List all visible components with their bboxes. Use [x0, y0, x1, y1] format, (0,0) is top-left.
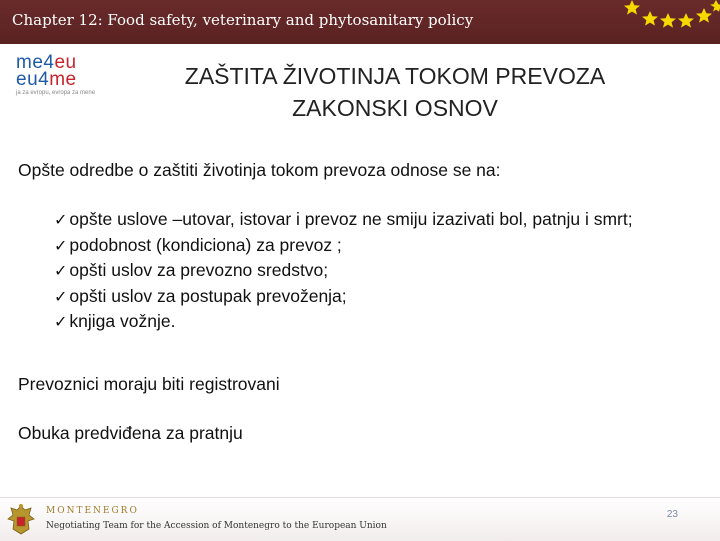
- check-icon: ✓: [54, 286, 68, 306]
- check-icon: ✓: [54, 312, 68, 331]
- page-number: 23: [666, 509, 678, 520]
- logo: [16, 54, 112, 98]
- logo-line-1: me4eu: [16, 52, 77, 73]
- footer-team: Negotiating Team for the Accession of Montenegro to the European Union: [46, 521, 387, 531]
- intro-text: Opšte odredbe o zaštiti životinja tokom prevoza odnose se na:: [18, 160, 501, 180]
- eu-stars-icon: [610, 0, 720, 34]
- footer-country: MONTENEGRO: [46, 506, 139, 516]
- list-item: ✓ opšte uslove –utovar, istovar i prevoz ne smiju izazivati bol, patnju i smrt;: [54, 209, 633, 229]
- list-item: ✓ opšti uslov za prevozno sredstvo;: [54, 260, 329, 280]
- header-bar: [0, 0, 720, 44]
- list-item: ✓ knjiga vožnje.: [54, 311, 176, 331]
- list-item: ✓ opšti uslov za postupak prevoženja;: [54, 285, 347, 306]
- footer-bar: [0, 497, 720, 541]
- header-title: Chapter 12: Food safety, veterinary and phytosanitary policy: [12, 11, 474, 29]
- slide-title-line-1: ZAŠTITA ŽIVOTINJA TOKOM PREVOZA: [184, 63, 606, 89]
- coat-of-arms-icon: [6, 503, 36, 537]
- slide-title-line-2: ZAKONSKI OSNOV: [292, 95, 498, 121]
- list-item: ✓ podobnost (kondiciona) za prevoz ;: [54, 234, 342, 255]
- slide-title: [130, 60, 660, 124]
- bullet-list: [54, 207, 694, 335]
- paragraph-registration: Prevoznici moraju biti registrovani: [18, 374, 280, 394]
- logo-line-2: eu4me: [16, 69, 77, 90]
- check-icon: ✓: [54, 261, 68, 280]
- check-icon: ✓: [54, 210, 68, 229]
- paragraph-training: Obuka predviđena za pratnju: [18, 423, 243, 443]
- check-icon: ✓: [54, 235, 68, 255]
- logo-tagline: ja za evropu, evropa za mene: [16, 90, 96, 96]
